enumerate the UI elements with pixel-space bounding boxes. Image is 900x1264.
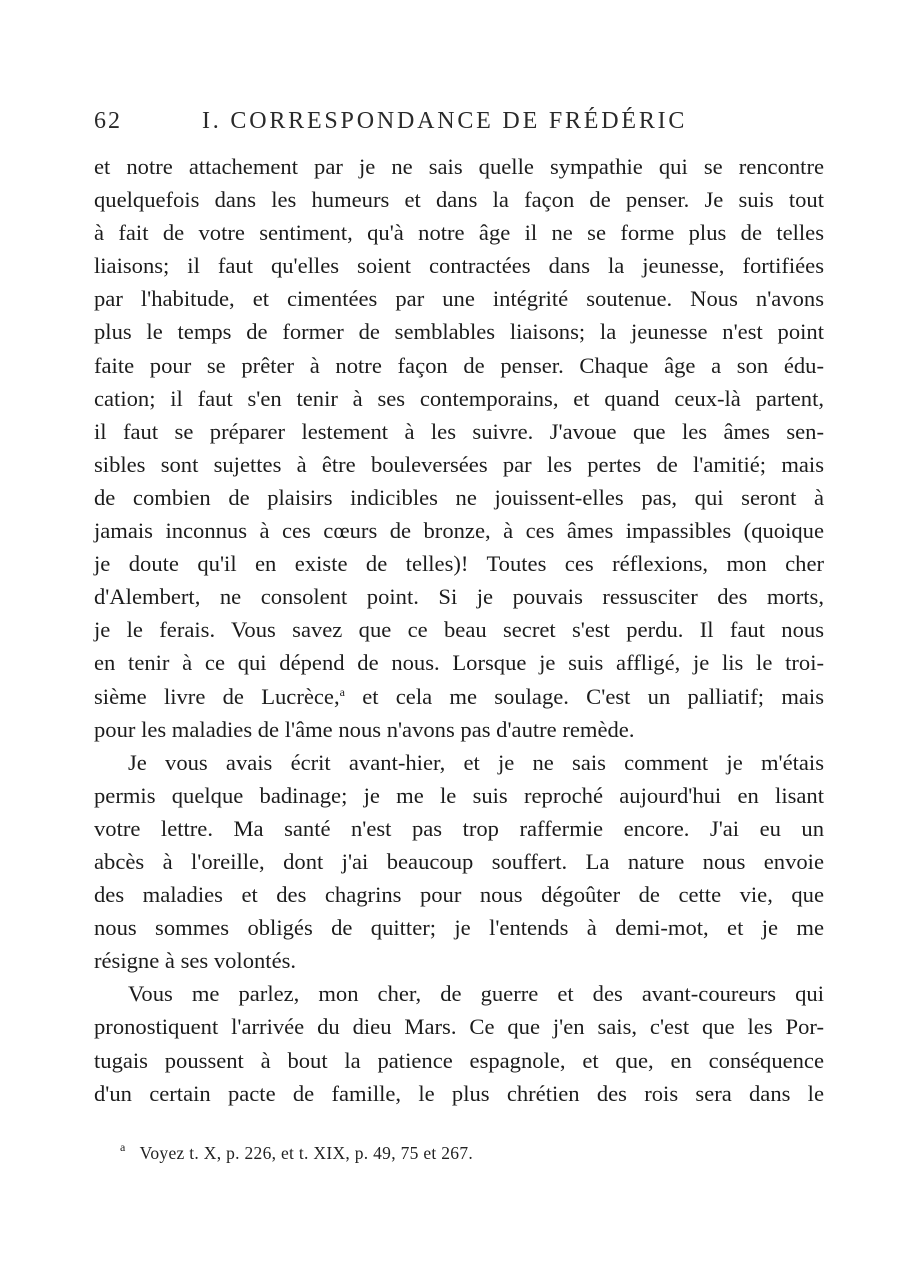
running-title: I. CORRESPONDANCE DE FRÉDÉRIC [202,108,688,134]
text-line: par l'habitude, et cimentées par une intégrité soutenue. Nous n'avons [94,286,824,312]
text-line: jamais inconnus à ces cœurs de bronze, à ces âmes impassibles (quoique [94,518,824,544]
text-line: il faut se préparer lestement à les suivre. J'avoue que les âmes sen- [94,418,824,444]
text-line: votre lettre. Ma santé n'est pas trop raffermie encore. J'ai eu un [94,815,824,841]
text-line: plus le temps de former de semblables liaisons; la jeunesse n'est point [94,319,824,345]
page-number: 62 [94,108,122,134]
paragraph-2 [94,746,824,978]
footnote-mark: a [120,1140,126,1154]
text-line: quelquefois dans les humeurs et dans la façon de penser. Je suis tout [94,187,824,213]
text-line: je doute qu'il en existe de telles)! Toutes ces réflexions, mon cher [94,551,824,577]
text-line: cation; il faut s'en tenir à ses contemporains, et quand ceux-là partent, [94,385,824,411]
footnote-text: Voyez t. X, p. 226, et t. XIX, p. 49, 75 et 267. [139,1143,474,1163]
text-line: sibles sont sujettes à être bouleversées par les pertes de l'amitié; mais [94,451,824,477]
text-line: en tenir à ce qui dépend de nous. Lorsque je suis affligé, je lis le troi- [94,650,824,676]
text-line: pour les maladies de l'âme nous n'avons pas d'autre remède. [94,716,635,742]
text-line: liaisons; il faut qu'elles soient contractées dans la jeunesse, fortifiées [94,253,824,279]
text-line: permis quelque badinage; je me le suis reproché aujourd'hui en lisant [94,782,824,808]
text-line: tugais poussent à bout la patience espagnole, et que, en conséquence [94,1047,824,1073]
text-line: faite pour se prêter à notre façon de penser. Chaque âge a son édu- [94,352,824,378]
text-line: des maladies et des chagrins pour nous dégoûter de cette vie, que [94,882,824,908]
text-line: résigne à ses volontés. [94,948,297,974]
body-text [94,150,824,1110]
text-line: Je vous avais écrit avant-hier, et je ne sais comment je m'étais [128,749,824,775]
text-line: de combien de plaisirs indicibles ne jouissent-elles pas, qui seront à [94,484,824,510]
running-head [94,108,824,142]
line-text-tail: et cela me soulage. C'est un palliatif; mais [344,683,825,709]
text-line: d'un certain pacte de famille, le plus chrétien des rois sera dans le [94,1080,824,1106]
text-line: nous sommes obligés de quitter; je l'entends à demi-mot, et je me [94,915,824,941]
text-line: je le ferais. Vous savez que ce beau secret s'est perdu. Il faut nous [94,617,824,643]
text-line-with-footnote [94,680,824,713]
text-line: d'Alembert, ne consolent point. Si je pouvais ressusciter des morts, [94,584,824,610]
text-line: pronostiquent l'arrivée du dieu Mars. Ce que j'en sais, c'est que les Por- [94,1014,824,1040]
text-line: à fait de votre sentiment, qu'à notre âge il ne se forme plus de telles [94,220,824,246]
text-line: Vous me parlez, mon cher, de guerre et des avant-coureurs qui [128,981,824,1007]
text-line: abcès à l'oreille, dont j'ai beaucoup souffert. La nature nous envoie [94,848,824,874]
line-text: sième livre de Lucrèce, [94,683,340,709]
footnote [120,1140,474,1164]
footnote-reference[interactable]: a [339,684,345,699]
paragraph-3 [94,977,824,1109]
paragraph-1 [94,150,824,746]
text-line: et notre attachement par je ne sais quelle sympathie qui se rencontre [94,154,824,179]
